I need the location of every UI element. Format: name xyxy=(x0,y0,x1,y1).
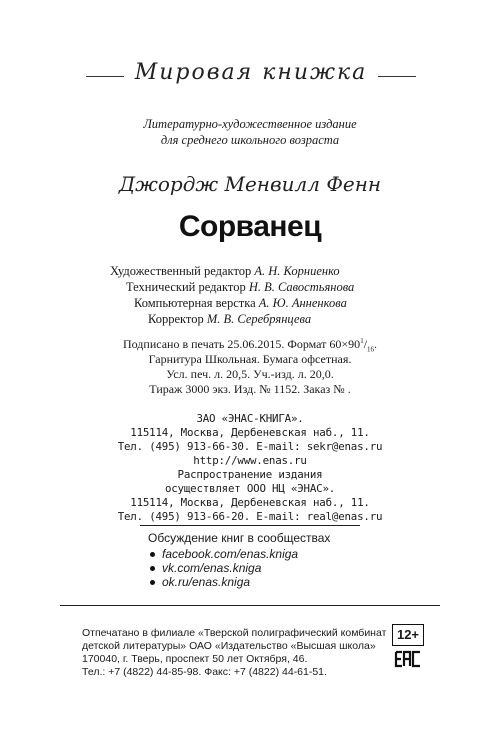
format-numerator: 1 xyxy=(360,337,364,345)
social-section xyxy=(148,531,388,589)
publisher-phone: Тел. (495) 913-66-30. E-mail: sekr@enas.ru xyxy=(117,440,383,453)
author-name: Джордж Менвилл Фенн xyxy=(118,172,382,196)
series-rule-right xyxy=(378,76,416,77)
series-title: Мировая книжка xyxy=(134,60,368,85)
print-line: Подписано в печать 25.06.2015. Формат $60\times 90^1/_{16}$. xyxy=(122,337,378,354)
editor-role: Корректор xyxy=(148,312,204,326)
distributor-heading: Распространение издания xyxy=(177,468,323,481)
social-heading: Обсуждение книг в сообществах xyxy=(148,531,331,545)
distributor-phone: Тел. (495) 913-66-20. E-mail: real@enas.ru xyxy=(117,510,383,523)
printer-line: 170040, г. Тверь, проспект 50 лет Октября, 46. xyxy=(82,653,308,665)
print-line: Усл. печ. л. 20,5. Уч.-изд. л. 20,0. xyxy=(166,367,334,381)
distributor-address: 115114, Москва, Дербеневская наб., 11. xyxy=(130,496,370,509)
editor-row xyxy=(110,263,410,279)
social-link-facebook: facebook.com/enas.kniga xyxy=(148,547,388,561)
print-details xyxy=(0,337,500,397)
social-link-vk: vk.com/enas.kniga xyxy=(148,561,388,575)
editor-row xyxy=(110,279,410,295)
publisher-address: 115114, Москва, Дербеневская наб., 11. xyxy=(130,426,370,439)
print-line: Гарнитура Школьная. Бумага офсетная. xyxy=(148,352,352,366)
editor-role: Художественный редактор xyxy=(110,264,252,278)
printer-line: детской литературы» ОАО «Издательство «Высшая школа» xyxy=(82,640,376,652)
editor-role: Технический редактор xyxy=(126,280,246,294)
editor-row xyxy=(110,295,410,311)
print-line: Тираж 3000 экз. Изд. № 1152. Заказ № . xyxy=(149,382,351,396)
print-format: Подписано в печать 25.06.2015. Формат 60×90 xyxy=(122,337,361,351)
editor-role: Компьютерная верстка xyxy=(134,296,256,310)
age-rating-badge: 12+ xyxy=(392,624,424,646)
social-links xyxy=(148,547,388,589)
subtitle-line: Литературно-художественное издание xyxy=(143,117,357,131)
eac-mark-icon xyxy=(394,650,422,668)
book-title: Сорванец xyxy=(178,210,322,243)
editor-name: А. Н. Корниенко xyxy=(254,264,340,278)
printer-info xyxy=(82,627,387,679)
divider xyxy=(140,525,360,526)
publisher-site: http://www.enas.ru xyxy=(193,454,307,467)
publisher-name: ЗАО «ЭНАС-КНИГА». xyxy=(196,412,304,425)
subtitle-line: для среднего школьного возраста xyxy=(160,133,340,147)
editor-name: М. В. Серебрянцева xyxy=(206,312,312,326)
social-link-ok: ok.ru/enas.kniga xyxy=(148,575,388,589)
printer-line: Тел.: +7 (4822) 44-85-98. Факс: +7 (4822) 44-61-51. xyxy=(82,666,327,678)
series-header xyxy=(86,58,416,92)
format-denominator: 16 xyxy=(367,345,375,354)
editor-name: Н. В. Савостьянова xyxy=(248,280,355,294)
printer-line: Отпечатано в филиале «Тверской полиграфический комбинат xyxy=(82,627,387,639)
editor-name: А. Ю. Анненкова xyxy=(258,296,347,310)
editors-list xyxy=(110,263,410,327)
editor-row xyxy=(110,311,410,327)
edition-subtitle xyxy=(0,116,500,148)
publisher-info xyxy=(0,412,500,524)
divider xyxy=(60,605,440,606)
distributor-org: осуществляет ООО НЦ «ЭНАС». xyxy=(164,482,336,495)
